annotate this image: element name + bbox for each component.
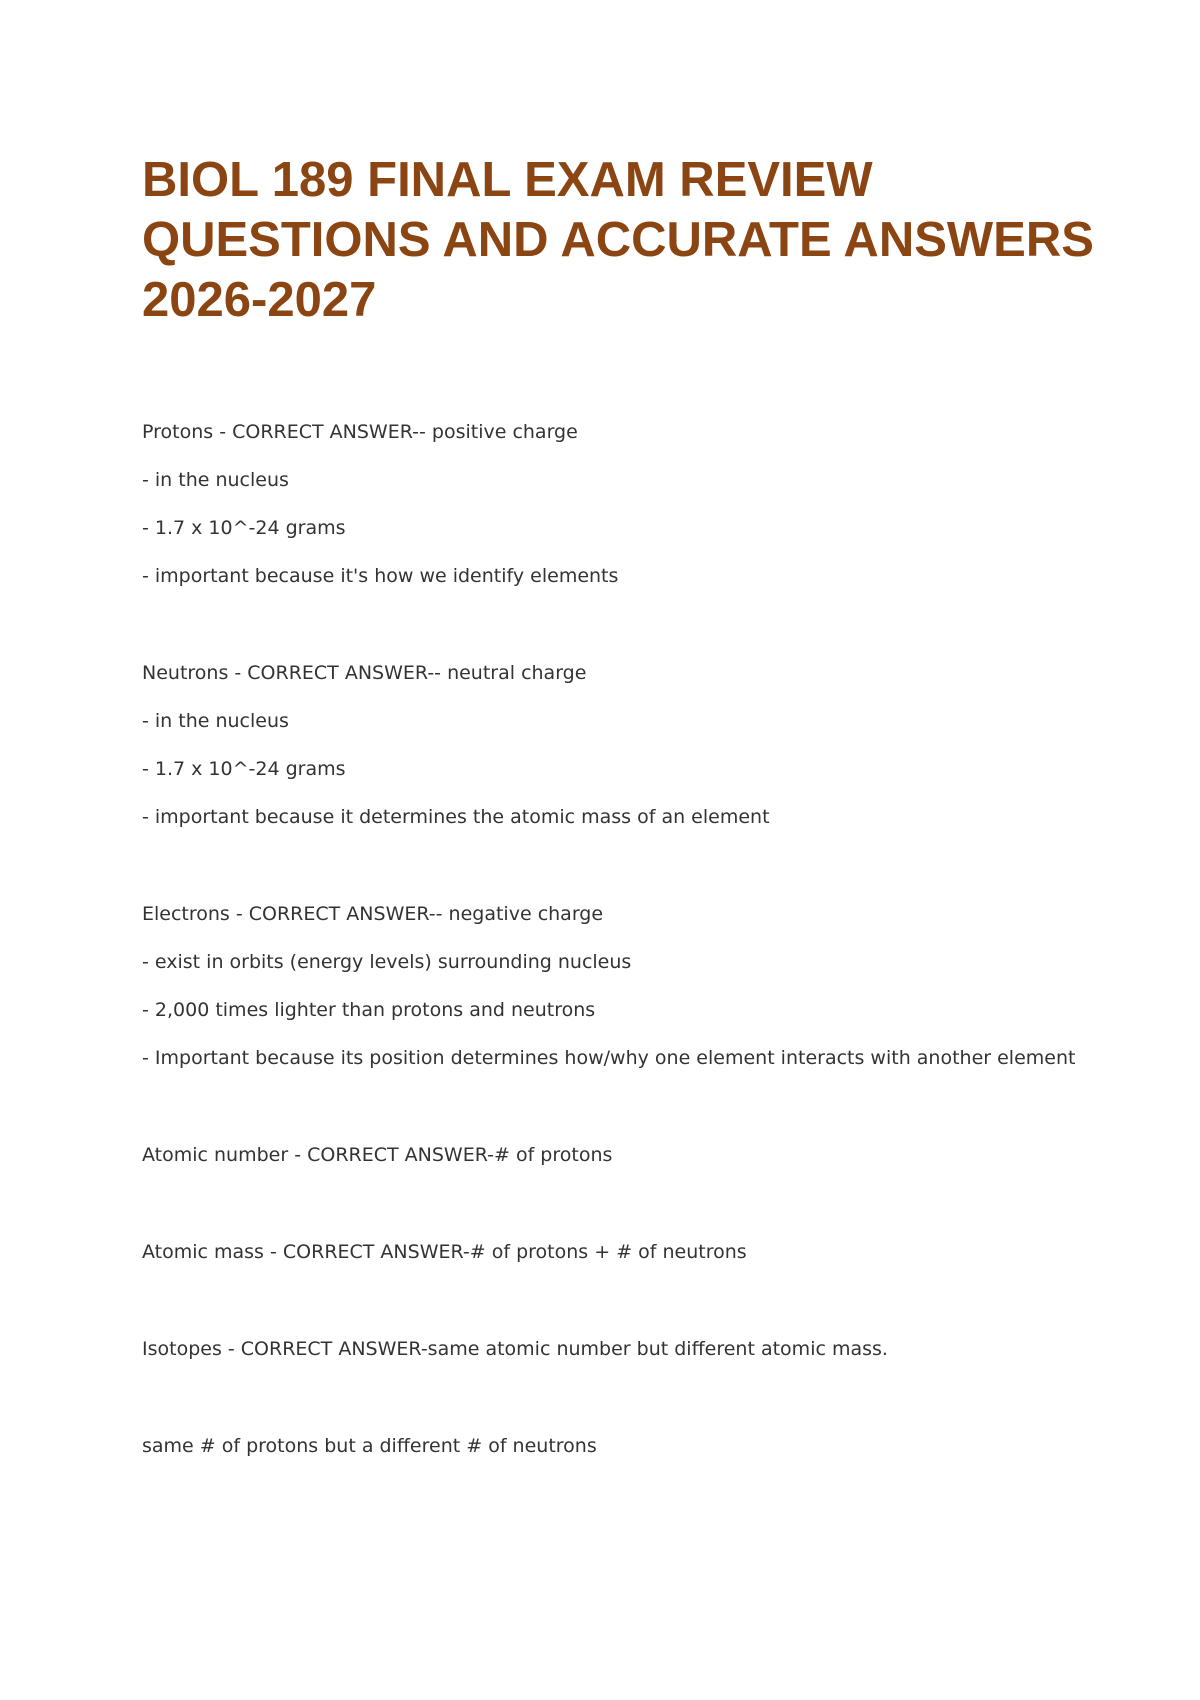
document-body (142, 408, 1142, 1470)
protons-term: Protons - CORRECT ANSWER-- positive charge (142, 421, 578, 443)
title-line-3: 2026-2027 (142, 273, 377, 327)
title-line-1: BIOL 189 FINAL EXAM REVIEW (142, 153, 873, 207)
protons-entry (142, 408, 1142, 600)
neutrons-point-2: - 1.7 x 10^-24 grams (142, 758, 346, 780)
neutrons-entry (142, 649, 1142, 841)
isotopes-note: same # of protons but a different # of neutrons (142, 1435, 597, 1457)
neutrons-term: Neutrons - CORRECT ANSWER-- neutral charge (142, 662, 587, 684)
atomic-number-entry: Atomic number - CORRECT ANSWER-# of protons (142, 1144, 613, 1166)
document-title (142, 150, 1142, 330)
spacer (142, 1082, 1142, 1131)
spacer (142, 600, 1142, 649)
isotopes-entry: Isotopes - CORRECT ANSWER-same atomic number but different atomic mass. (142, 1338, 888, 1360)
electrons-point-1: - exist in orbits (energy levels) surrounding nucleus (142, 951, 632, 973)
protons-point-1: - in the nucleus (142, 469, 289, 491)
spacer (142, 1276, 1142, 1325)
spacer (142, 1179, 1142, 1228)
spacer (142, 1373, 1142, 1422)
electrons-point-2: - 2,000 times lighter than protons and neutrons (142, 999, 596, 1021)
protons-point-2: - 1.7 x 10^-24 grams (142, 517, 346, 539)
neutrons-point-1: - in the nucleus (142, 710, 289, 732)
electrons-term: Electrons - CORRECT ANSWER-- negative charge (142, 903, 604, 925)
title-line-2: QUESTIONS AND ACCURATE ANSWERS (142, 213, 1094, 267)
electrons-entry (142, 890, 1142, 1082)
neutrons-point-3: - important because it determines the atomic mass of an element (142, 806, 770, 828)
electrons-point-3: - Important because its position determines how/why one element interacts with another element (142, 1047, 1076, 1069)
atomic-mass-entry: Atomic mass - CORRECT ANSWER-# of protons + # of neutrons (142, 1241, 747, 1263)
spacer (142, 841, 1142, 890)
protons-point-3: - important because it's how we identify elements (142, 565, 619, 587)
